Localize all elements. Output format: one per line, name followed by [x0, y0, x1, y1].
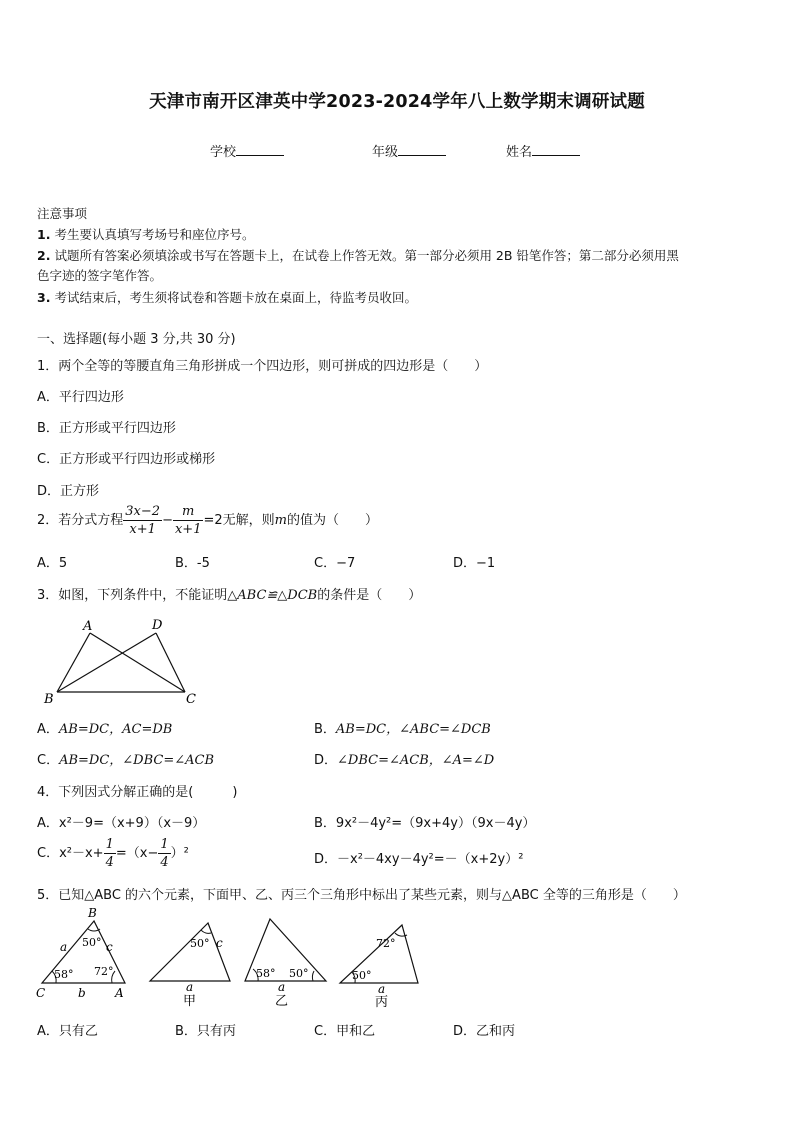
q5-f0-side-a: a: [60, 940, 68, 954]
q5-option-d[interactable]: D．乙和丙: [453, 1024, 516, 1039]
q1-option-d[interactable]: D．正方形: [37, 484, 100, 499]
q5-option-a[interactable]: A．只有乙: [37, 1024, 98, 1039]
q3-option-b-letter: B．: [314, 722, 336, 737]
q3-label-c: C: [186, 692, 196, 707]
q2-var: m: [274, 513, 287, 528]
q3-label-d: D: [152, 618, 163, 633]
q3-option-a-letter: A．: [37, 722, 59, 737]
q1-stem: 1．两个全等的等腰直角三角形拼成一个四边形，则可拼成的四边形是（ ）: [37, 359, 488, 374]
q5-f0-label-c: C: [36, 986, 46, 1000]
q4-c-fraction-1: [104, 836, 116, 871]
section-heading: 一、选择题(每小题 3 分,共 30 分): [37, 332, 236, 347]
q2-fraction-1: [123, 503, 162, 538]
q5-f2-angle-1: 58°: [256, 967, 276, 980]
q3-option-c[interactable]: [37, 749, 214, 768]
notice-heading: 注意事项: [37, 206, 88, 221]
q3-figure: [40, 615, 210, 710]
q4-stem: 4．下列因式分解正确的是( ): [37, 785, 238, 800]
school-blank[interactable]: [236, 143, 284, 156]
q1-option-a[interactable]: A．平行四边形: [37, 390, 124, 405]
q5-f0-angle-b: 50°: [82, 936, 102, 949]
q4-c-post: ）²: [170, 846, 189, 861]
notice-item: [37, 288, 417, 306]
q4-option-d[interactable]: D．－x²－4xy－4y²=－（x+2y）²: [314, 852, 524, 867]
q1-option-c[interactable]: C．正方形或平行四边形或梯形: [37, 452, 216, 467]
q4-option-c[interactable]: [37, 836, 189, 871]
q2-option-d[interactable]: D．−1: [453, 556, 496, 571]
q3-label-a: A: [83, 619, 93, 634]
q2-fraction-2: [173, 503, 204, 538]
q2-option-b[interactable]: B．-5: [175, 556, 210, 571]
q3-option-b-expr: AB=DC，∠ABC=∠DCB: [335, 722, 491, 737]
q5-triangle-yi: [245, 919, 326, 1009]
q4-c-pre: C．x²－x+: [37, 846, 104, 861]
q3-option-d-expr: ∠DBC=∠ACB，∠A=∠D: [337, 753, 495, 768]
q5-f3-angle-1: 72°: [376, 937, 396, 950]
q5-f1-side-a: a: [186, 980, 194, 994]
name-label: 姓名: [506, 145, 533, 160]
q5-figures: [30, 903, 430, 1013]
school-label: 学校: [210, 145, 237, 160]
q3-expr: △ABC≌△DCB: [227, 588, 318, 603]
q3-option-c-letter: C．: [37, 753, 60, 768]
q5-f1-caption: 甲: [183, 994, 197, 1009]
notice-text: 试题所有答案必须填涂或书写在答题卡上，在试卷上作答无效。第一部分必须用 2B 铅笔作答；第二部分必须用黑: [54, 248, 679, 263]
q5-f0-side-c: c: [106, 940, 113, 954]
notice-item: [37, 246, 679, 264]
q2-f2-den: x+1: [174, 522, 202, 537]
grade-field[interactable]: [372, 141, 446, 160]
page-title: 天津市南开区津英中学2023-2024学年八上数学期末调研试题: [149, 92, 645, 112]
name-blank[interactable]: [532, 143, 580, 156]
grade-blank[interactable]: [398, 143, 446, 156]
q3-stem-post: 的条件是（ ）: [317, 588, 422, 603]
q5-f2-side-a: a: [278, 980, 286, 994]
q2-f1-den: x+1: [129, 522, 156, 537]
notice-text: 考试结束后，考生须将试卷和答题卡放在桌面上，待监考员收回。: [54, 290, 417, 305]
q3-option-a-expr: AB=DC，AC=DB: [58, 722, 173, 737]
q3-option-d-letter: D．: [314, 753, 338, 768]
q5-f0-label-a: A: [115, 986, 124, 1000]
q5-stem: 5．已知△ABC 的六个元素，下面甲、乙、丙三个三角形中标出了某些元素，则与△ABC 全等的三角形是（ ）: [37, 888, 686, 903]
q3-option-a[interactable]: [37, 718, 172, 737]
q3-option-d[interactable]: [314, 749, 494, 768]
q5-option-b[interactable]: B．只有丙: [175, 1024, 236, 1039]
q2-stem-end: 的值为（ ）: [286, 513, 378, 528]
q5-triangle-bing: [340, 925, 418, 1010]
q2-stem-post: 无解，则: [222, 513, 275, 528]
q3-line-ba: [57, 633, 90, 692]
q2-f2-num: m: [173, 503, 204, 521]
q2-eq: =2: [203, 513, 223, 528]
q5-triangle-jia: [150, 923, 230, 1009]
q5-f1-angle: 50°: [190, 937, 210, 950]
q4-c-mid: =（x−: [115, 846, 159, 861]
q5-f3-angle-2: 50°: [352, 969, 372, 982]
q4-c-den2: 4: [160, 855, 169, 870]
q5-f0-label-b: B: [88, 906, 97, 920]
notice-text: 考生要认真填写考场号和座位序号。: [54, 227, 255, 242]
q3-stem: [37, 584, 421, 603]
q4-c-num: 1: [105, 837, 114, 852]
q4-option-a[interactable]: A．x²－9=（x+9）（x－9）: [37, 816, 206, 831]
school-field[interactable]: [210, 141, 284, 160]
q3-option-b[interactable]: [314, 718, 491, 737]
q2-stem: [37, 503, 378, 538]
q1-option-b[interactable]: B．正方形或平行四边形: [37, 421, 176, 436]
q2-option-a[interactable]: A．5: [37, 556, 68, 571]
q2-stem-pre: 2．若分式方程: [37, 513, 124, 528]
q5-f1-side-c: c: [216, 936, 223, 950]
q2-minus: −: [162, 513, 173, 528]
q2-option-c[interactable]: C．−7: [314, 556, 356, 571]
notice-num: 3.: [37, 290, 51, 305]
q5-triangle-abc: [36, 906, 125, 1000]
q5-option-c[interactable]: C．甲和乙: [314, 1024, 376, 1039]
notice-num: 2.: [37, 248, 51, 263]
q2-f1-num: 3x−2: [125, 504, 161, 519]
notice-num: 1.: [37, 227, 51, 242]
q3-line-bd: [57, 633, 156, 692]
notice-item: [37, 266, 162, 284]
q5-f3-side-a: a: [378, 982, 386, 996]
grade-label: 年级: [372, 145, 399, 160]
q4-c-fraction-2: [158, 836, 170, 871]
notice-item: [37, 225, 254, 243]
q4-c-num2: 1: [160, 837, 169, 852]
q5-f2-angle-2: 50°: [289, 967, 309, 980]
q5-f0-angle-a: 72°: [94, 965, 114, 978]
q5-f0-side-b: b: [78, 986, 86, 1000]
notice-text: 色字迹的签字笔作答。: [37, 268, 163, 283]
q4-option-b[interactable]: B．9x²－4y²=（9x+4y）（9x－4y）: [314, 816, 536, 831]
q5-f3-caption: 丙: [375, 995, 389, 1010]
q4-c-den: 4: [105, 855, 114, 870]
q3-stem-pre: 3．如图，下列条件中，不能证明: [37, 588, 228, 603]
q5-f0-angle-c: 58°: [54, 968, 74, 981]
q3-option-c-expr: AB=DC，∠DBC=∠ACB: [59, 753, 215, 768]
q3-label-b: B: [44, 692, 54, 707]
name-field[interactable]: [506, 141, 580, 160]
q5-f2-caption: 乙: [275, 994, 289, 1009]
